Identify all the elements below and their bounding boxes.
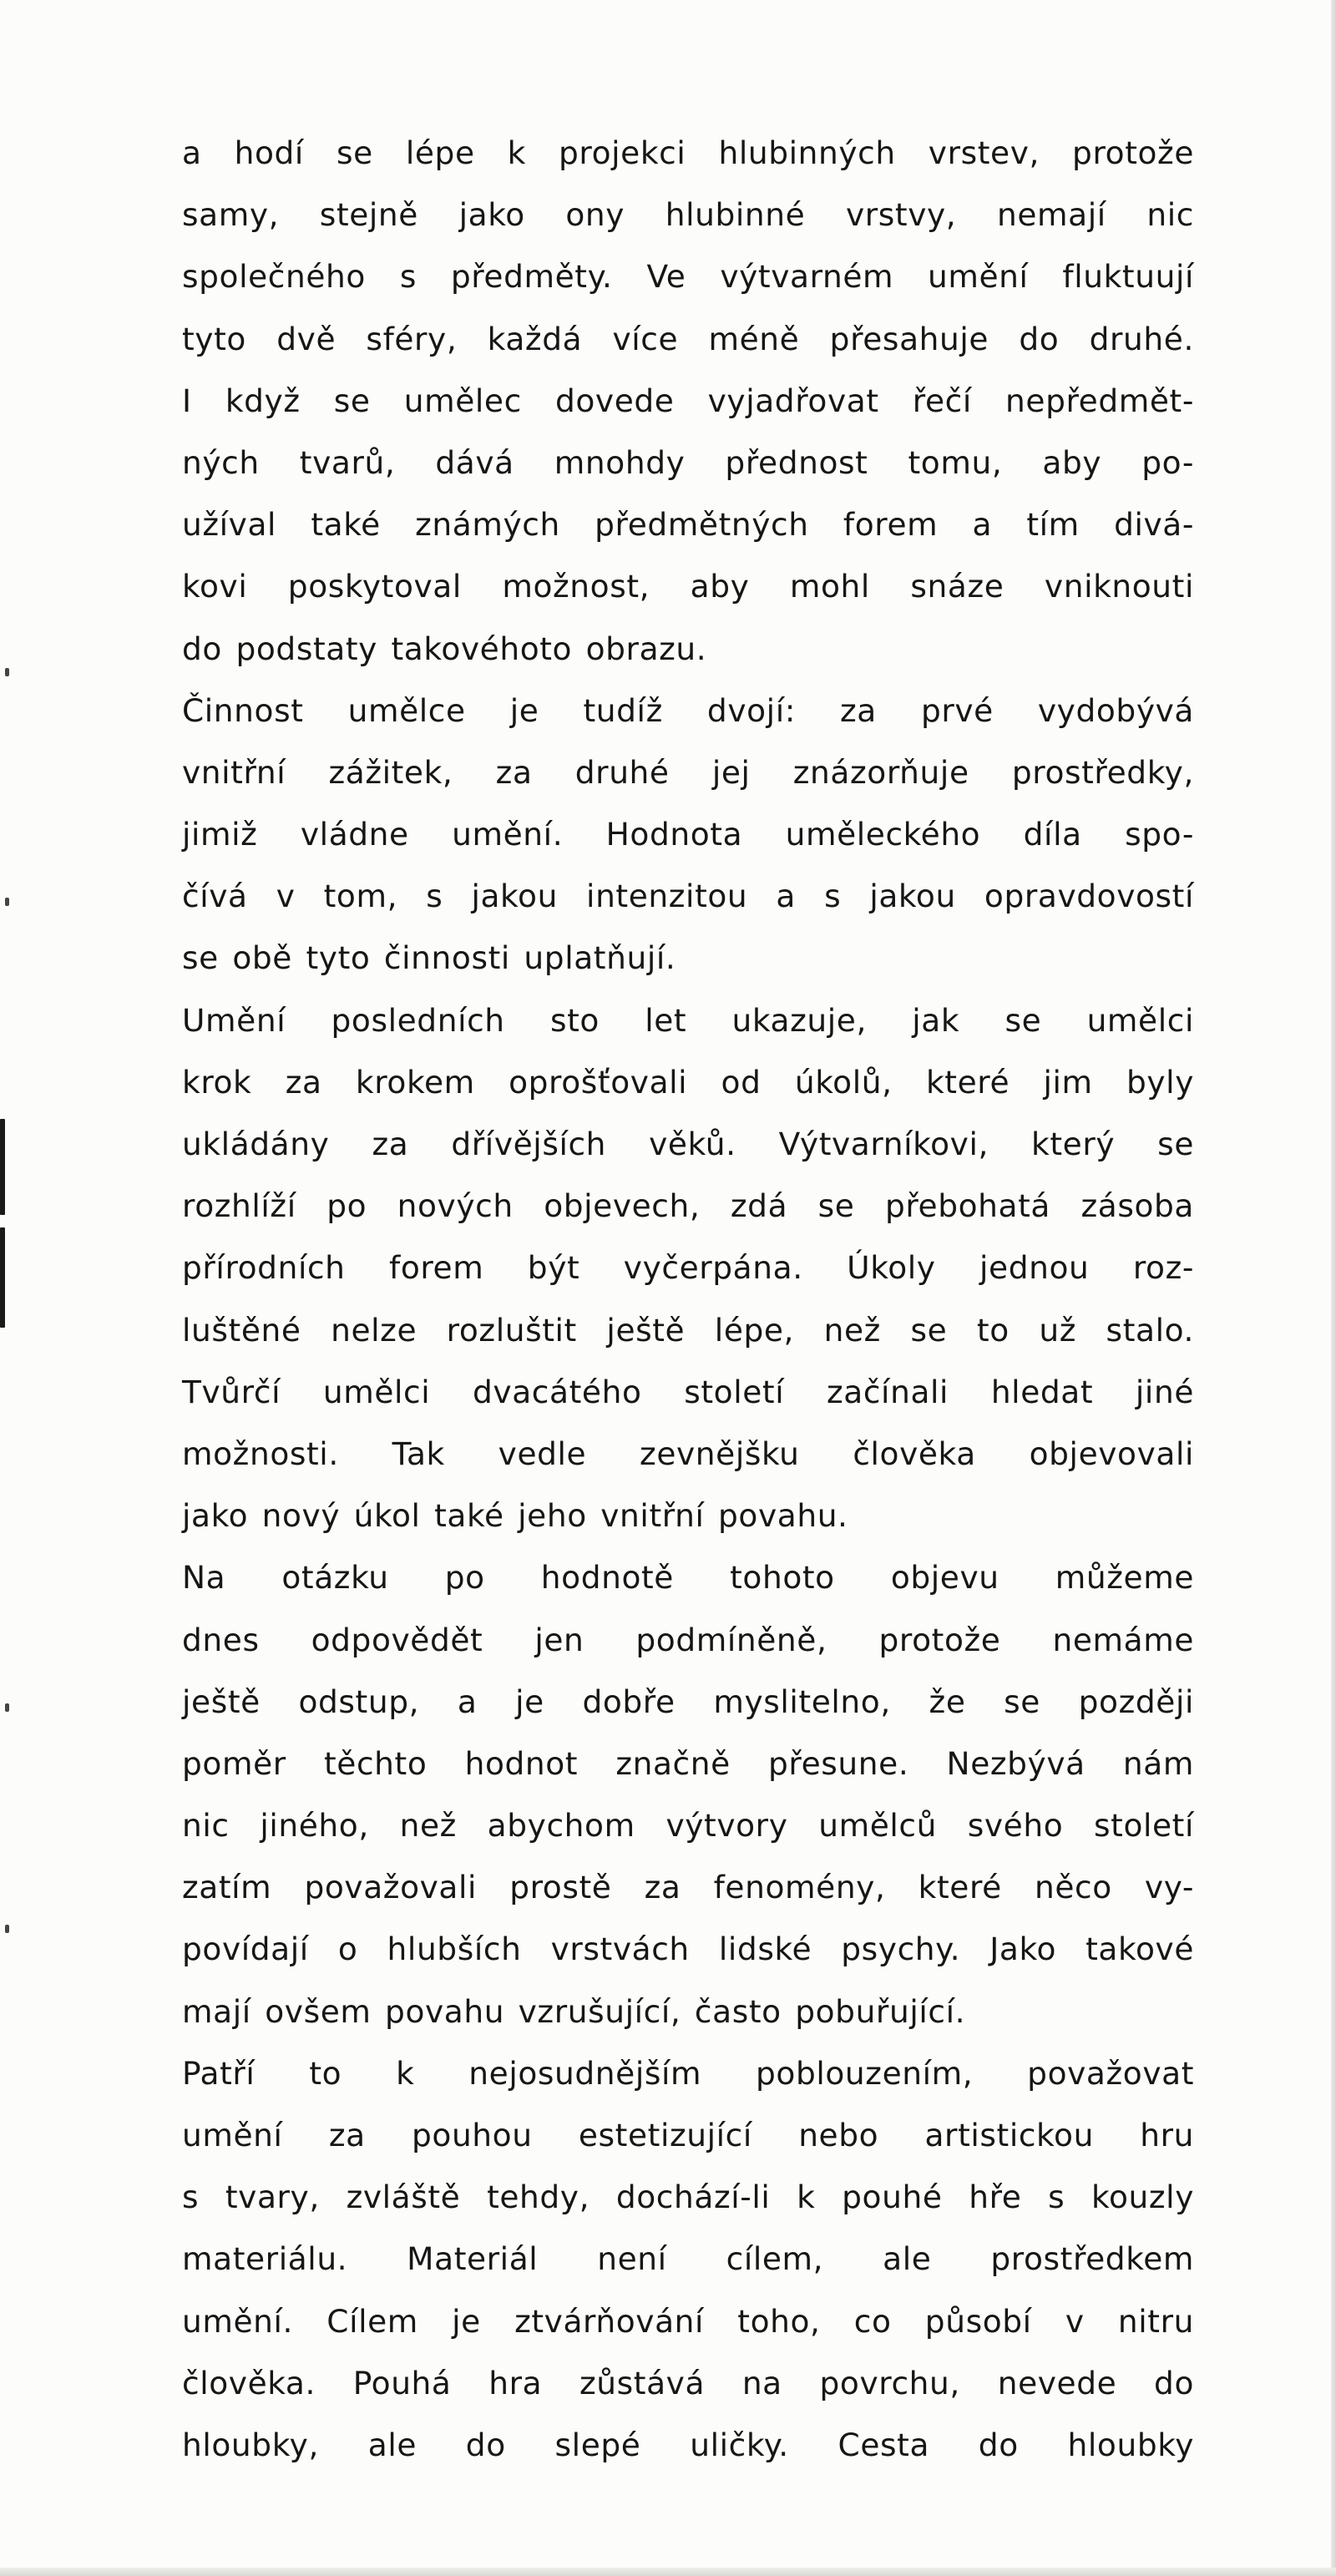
text-line: samy, stejně jako ony hlubinné vrstvy, nemají nic bbox=[182, 196, 1194, 234]
text-line: zatím považovali prostě za fenomény, které něco vy- bbox=[182, 1869, 1194, 1906]
text-line: jako nový úkol také jeho vnitřní povahu. bbox=[182, 1497, 848, 1535]
margin-speck bbox=[5, 1925, 9, 1933]
text-line: mají ovšem povahu vzrušující, často pobuřující. bbox=[182, 1992, 966, 2030]
text-line: přírodních forem být vyčerpána. Úkoly jednou roz- bbox=[182, 1249, 1194, 1287]
body-text bbox=[182, 122, 1194, 2476]
text-line: dnes odpovědět jen podmíněně, protože nemáme bbox=[182, 1621, 1194, 1658]
text-line: povídají o hlubších vrstvách lidské psychy. Jako takové bbox=[182, 1931, 1194, 1968]
text-line: do podstaty takovéhoto obrazu. bbox=[182, 630, 707, 667]
text-line: Patří to k nejosudnějším poblouzením, považovat bbox=[182, 2054, 1194, 2092]
text-line: Tvůrčí umělci dvacátého století začínali hledat jiné bbox=[182, 1373, 1194, 1410]
text-line: Činnost umělce je tudíž dvojí: za prvé vydobývá bbox=[182, 691, 1194, 729]
text-line: užíval také známých předmětných forem a tím divá- bbox=[182, 506, 1194, 544]
text-line: vnitřní zážitek, za druhé jej znázorňuje prostředky, bbox=[182, 753, 1194, 791]
text-line: ných tvarů, dává mnohdy přednost tomu, aby po- bbox=[182, 443, 1194, 481]
text-line: rozhlíží po nových objevech, zdá se přebohatá zásoba bbox=[182, 1187, 1194, 1225]
text-line: a hodí se lépe k projekci hlubinných vrstev, protože bbox=[182, 134, 1194, 171]
page-bottom-edge bbox=[0, 2568, 1336, 2576]
text-line: jimiž vládne umění. Hodnota uměleckého díla spo- bbox=[182, 816, 1194, 853]
text-line: se obě tyto činnosti uplatňují. bbox=[182, 939, 676, 977]
text-line: umění za pouhou estetizující nebo artistickou hru bbox=[182, 2117, 1194, 2153]
margin-speck bbox=[5, 898, 9, 906]
text-line: luštěné nelze rozluštit ještě lépe, než se to už stalo. bbox=[182, 1311, 1194, 1349]
margin-speck bbox=[5, 1703, 9, 1712]
text-line: materiálu. Materiál není cílem, ale prostředkem bbox=[182, 2240, 1194, 2278]
text-line: možnosti. Tak vedle zevnějšku člověka objevovali bbox=[182, 1435, 1194, 1472]
text-line: Na otázku po hodnotě tohoto objevu můžeme bbox=[182, 1559, 1194, 1597]
text-line: kovi poskytoval možnost, aby mohl snáze vniknouti bbox=[182, 568, 1194, 605]
text-line: s tvary, zvláště tehdy, dochází-li k pouhé hře s kouzly bbox=[182, 2179, 1194, 2216]
text-line: hloubky, ale do slepé uličky. Cesta do hloubky bbox=[182, 2426, 1194, 2463]
text-line: člověka. Pouhá hra zůstává na povrchu, nevede do bbox=[182, 2364, 1194, 2401]
page-edge-shadow bbox=[1331, 0, 1336, 2576]
text-line: Umění posledních sto let ukazuje, jak se umělci bbox=[182, 1001, 1194, 1039]
margin-speck bbox=[5, 668, 9, 676]
text-line: nic jiného, než abychom výtvory umělců svého století bbox=[182, 1807, 1194, 1845]
text-line: poměr těchto hodnot značně přesune. Nezbývá nám bbox=[182, 1744, 1194, 1782]
text-line: společného s předměty. Ve výtvarném umění fluktuují bbox=[182, 258, 1194, 296]
text-line: ukládány za dřívějších věků. Výtvarníkovi, který se bbox=[182, 1126, 1194, 1162]
text-line: ještě odstup, a je dobře myslitelno, že se později bbox=[182, 1683, 1194, 1720]
text-line: I když se umělec dovede vyjadřovat řečí nepředmět- bbox=[182, 382, 1194, 419]
text-line: tyto dvě sféry, každá více méně přesahuje do druhé. bbox=[182, 320, 1194, 357]
text-line: čívá v tom, s jakou intenzitou a s jakou opravdovostí bbox=[182, 878, 1194, 915]
text-line: krok za krokem oprošťovali od úkolů, které jim byly bbox=[182, 1063, 1194, 1101]
text-line: umění. Cílem je ztvárňování toho, co působí v nitru bbox=[182, 2302, 1194, 2340]
binding-mark bbox=[0, 1119, 5, 1215]
binding-mark bbox=[0, 1227, 5, 1328]
